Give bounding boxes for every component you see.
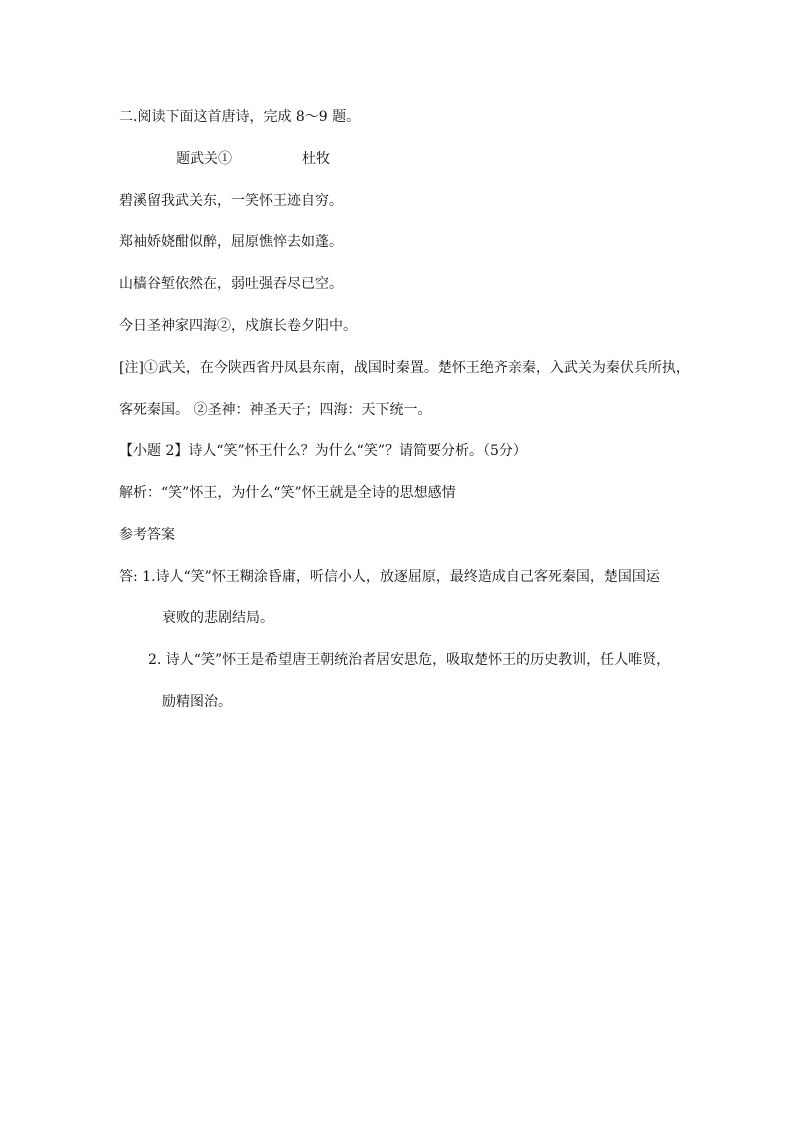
- reference-label: 参考答案: [119, 527, 175, 543]
- question-text: 【小题 2】诗人“笑”怀王什么？为什么“笑”？请简要分析。（5分）: [119, 443, 527, 459]
- analysis-text: 解析：“笑”怀王，为什么“笑”怀王就是全诗的思想感情: [119, 485, 456, 501]
- answer-item-1-line-2: 衰败的悲剧结局。: [162, 610, 274, 626]
- poem-line-2: 郑袖娇娆酣似醉，屈原憔悴去如蓬。: [119, 234, 343, 250]
- poem-title: 题武关①: [176, 151, 232, 167]
- answer-item-2-line-1: 2. 诗人“笑”怀王是希望唐王朝统治者居安思危，吸取楚怀王的历史教训，任人唯贤，: [148, 652, 671, 668]
- poem-line-4: 今日圣神家四海②，戍旗长卷夕阳中。: [119, 318, 357, 334]
- notes-line-1: [注]①武关，在今陕西省丹凤县东南，战国时秦置。楚怀王绝齐亲秦，入武关为秦伏兵所执，: [119, 360, 690, 376]
- answer-item-1-line-1: 答: 1.诗人“笑”怀王糊涂昏庸，听信小人，放逐屈原，最终造成自己客死秦国，楚国国运: [119, 569, 660, 585]
- notes-line-2: 客死秦国。 ②圣神：神圣天子；四海：天下统一。: [119, 402, 432, 418]
- section-heading: 二.阅读下面这首唐诗，完成 8～9 题。: [119, 109, 361, 125]
- poem-line-3: 山樯谷堑依然在，弱吐强吞尽已空。: [119, 276, 343, 292]
- poem-line-1: 碧溪留我武关东，一笑怀王迹自穷。: [119, 193, 343, 209]
- answer-item-2-line-2: 励精图治。: [162, 694, 232, 710]
- poem-author: 杜牧: [302, 151, 330, 167]
